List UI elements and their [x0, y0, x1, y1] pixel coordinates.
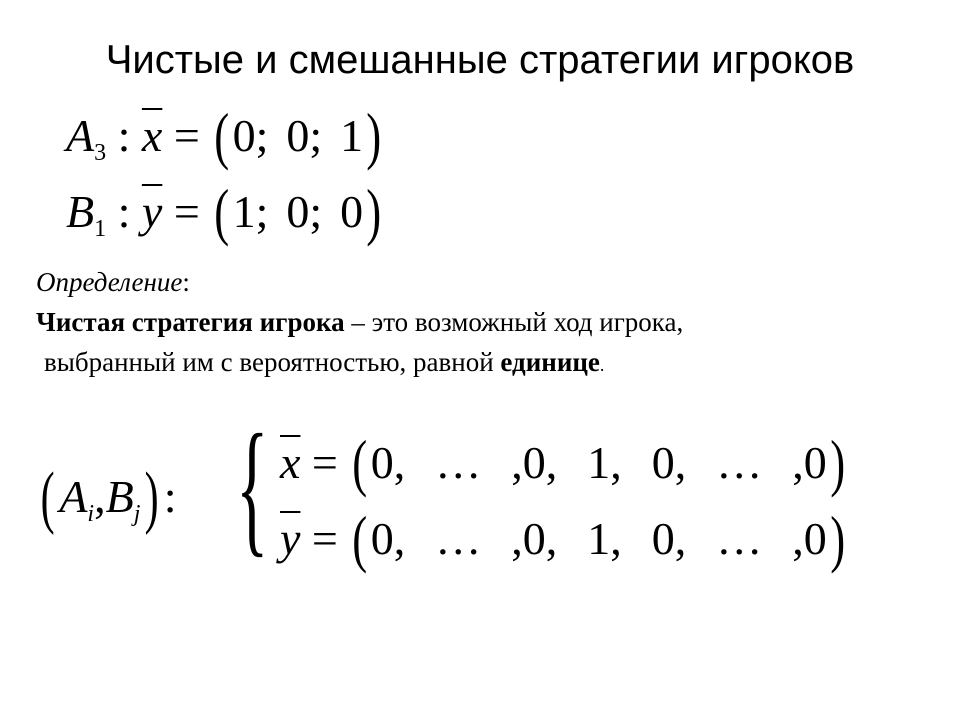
player-a-index: i — [87, 501, 95, 527]
system-row-x — [280, 426, 848, 500]
definition-heading: Определение — [36, 267, 183, 297]
player-symbol: A — [66, 110, 95, 161]
ellipsis: … — [716, 437, 763, 488]
vector-component: 1, — [587, 437, 622, 488]
equals-sign: = — [173, 110, 200, 161]
player-b-symbol: B — [105, 471, 134, 522]
vector-component: 0; — [232, 110, 269, 161]
left-paren: ( — [352, 427, 368, 498]
player-index: 3 — [94, 140, 107, 166]
vector-component: 0, — [370, 513, 406, 564]
slide-title: Чистые и смешанные стратегии игроков — [105, 38, 855, 82]
pair-comma: , — [94, 471, 106, 522]
vector-component: ,0 — [792, 437, 827, 488]
strategy-vector: $\overline{y}$ — [141, 186, 163, 237]
strategy-vector: $\overline{x}$ — [280, 437, 301, 488]
colon: : — [117, 110, 131, 161]
player-index: 1 — [94, 216, 107, 242]
right-paren: ) — [829, 427, 845, 498]
right-paren: ) — [145, 459, 160, 536]
vector-component: ,0, — [511, 513, 558, 564]
equals-sign: = — [311, 513, 338, 564]
player-b-index: j — [133, 501, 141, 527]
pair-colon: : — [163, 471, 177, 522]
curly-brace: { — [236, 404, 269, 570]
vector-component: 0; — [286, 110, 323, 161]
strategy-vector: $\overline{x}$ — [141, 110, 163, 161]
formula-b1 — [66, 176, 384, 247]
right-paren: ) — [366, 176, 382, 247]
definition-term: Чистая стратегия игрока — [36, 307, 345, 337]
vector-component: 1; — [232, 186, 269, 237]
vector-component: 0 — [340, 186, 364, 237]
left-paren: ( — [40, 459, 55, 536]
left-paren: ( — [214, 100, 230, 171]
ellipsis: … — [716, 513, 763, 564]
vector-component: 0, — [651, 437, 687, 488]
strategy-pair — [36, 458, 176, 538]
colon: : — [117, 186, 131, 237]
strategy-system — [36, 404, 936, 574]
definition-block — [36, 262, 683, 385]
vector-component: ,0, — [511, 437, 558, 488]
definition-emphasis: единице — [500, 347, 600, 377]
vector-component: 0; — [286, 186, 323, 237]
right-paren: ) — [366, 100, 382, 171]
strategy-vector: $\overline{y}$ — [280, 513, 301, 564]
equals-sign: = — [311, 437, 338, 488]
vector-component: 1 — [340, 110, 364, 161]
formula-a3 — [66, 100, 384, 171]
definition-text-2: выбранный им с вероятностью, равной — [44, 347, 501, 377]
definition-heading-line — [36, 262, 683, 302]
ellipsis: … — [435, 437, 482, 488]
ellipsis: … — [435, 513, 482, 564]
system-row-y — [280, 502, 848, 576]
definition-end: . — [599, 355, 605, 375]
left-paren: ( — [214, 176, 230, 247]
definition-text-1: – это возможный ход игрока, — [344, 307, 684, 337]
definition-line-2 — [36, 342, 683, 385]
left-paren: ( — [352, 503, 368, 574]
equals-sign: = — [173, 186, 200, 237]
definition-line-1 — [36, 302, 683, 342]
vector-component: 0, — [651, 513, 687, 564]
player-symbol: B — [66, 186, 95, 237]
right-paren: ) — [829, 503, 845, 574]
vector-component: 1, — [587, 513, 622, 564]
vector-component: 0, — [370, 437, 406, 488]
vector-component: ,0 — [792, 513, 827, 564]
player-a-symbol: A — [59, 471, 88, 522]
definition-heading-colon: : — [182, 267, 190, 297]
